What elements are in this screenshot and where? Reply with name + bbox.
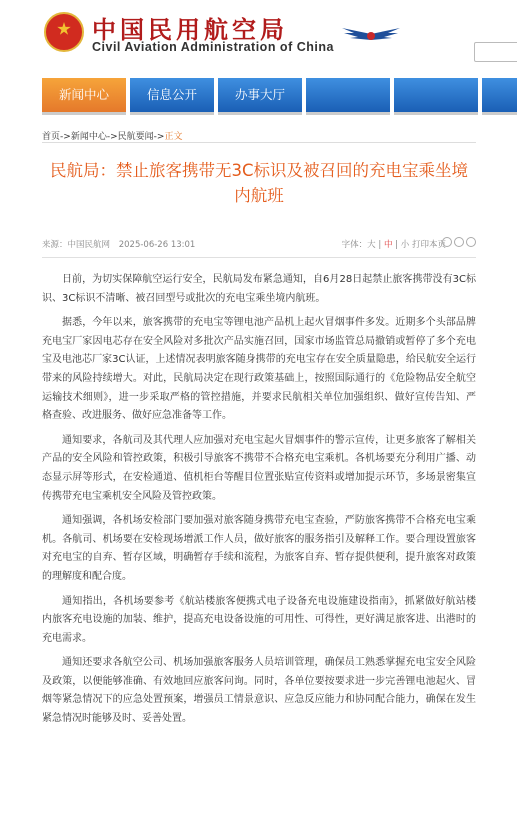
article-paragraph: 通知要求，各航司及其代理人应加强对充电宝起火冒烟事件的警示宣传，让更多旅客了解相关产品的安全风险和管控政策，积极引导旅客不携带不合格充电宝乘机。各机场要充分利用广播、动态显示屏等形式，在安检通道、值机柜台等醒目位置张贴宣传资料或增加提示环节，多场景密集宣传携带充电宝乘机安全风险及管控政策。 [42, 434, 476, 502]
font-small-link[interactable]: 小 [400, 240, 410, 250]
share-weibo-icon[interactable] [442, 237, 452, 247]
font-large-link[interactable]: 大 [367, 240, 376, 250]
divider [42, 257, 476, 258]
article-source: 来源：中国民航网 [42, 240, 111, 250]
breadcrumb-news-center[interactable]: 新闻中心 [70, 132, 107, 142]
article-title: 民航局：禁止旅客携带无3C标识及被召回的充电宝乘坐境内航班 [49, 161, 469, 205]
nav-item-6[interactable] [482, 78, 517, 115]
share-icons [440, 237, 476, 250]
breadcrumb-home[interactable]: 首页 [42, 132, 61, 142]
share-wechat-icon[interactable] [454, 237, 464, 247]
caac-wings-logo-icon [340, 24, 402, 46]
font-size-label: 字体： [341, 240, 368, 250]
article-date: 2025-06-26 13:01 [118, 240, 196, 250]
article-paragraph: 通知指出，各机场要参考《航站楼旅客便携式电子设备充电设施建设指南》，抓紧做好航站楼内旅客充电设施的加装、维护，提高充电设备设施的可用性、可得性，更好满足旅客进、出港时的充电需求。 [42, 595, 476, 644]
article-paragraph: 日前，为切实保障航空运行安全，民航局发布紧急通知，自6月28日起禁止旅客携带没有3C标识、3C标识不清晰、被召回型号或批次的充电宝乘坐境内航班。 [42, 274, 476, 304]
national-emblem-icon [44, 12, 84, 52]
site-name-en: Civil Aviation Administration of China [92, 40, 334, 54]
breadcrumb-important-news[interactable]: 民航要闻 [117, 132, 154, 142]
breadcrumb-current: 正文 [164, 132, 183, 142]
nav-item-news-center[interactable]: 新闻中心 [42, 78, 126, 115]
breadcrumb: 首页->新闻中心->民航要闻->正文 [42, 132, 183, 142]
font-medium-link[interactable]: 中 [383, 240, 393, 250]
article-meta [42, 238, 476, 250]
site-header [0, 0, 517, 72]
divider [42, 142, 476, 143]
article-paragraph: 据悉，今年以来，旅客携带的充电宝等锂电池产品机上起火冒烟事件多发。近期多个头部品牌充电宝厂家因电芯存在安全风险对多批次产品实施召回，国家市场监管总局撤销或暂停了多个充电宝及电池芯厂家3C认证，上述情况表明旅客随身携带的充电宝存在安全质量隐患，给民航安全运行带来的风险持续增大。对此，民航局决定在现行政策基础上，按照国际通行的《危险物品安全航空运输技术细则》，进一步采取严格的管控措施，并要求民航相关单位加强组织、做好宣传告知、严格查验、改进服务、做好应急准备等工作。 [42, 317, 476, 422]
article-paragraph: 通知强调，各机场安检部门要加强对旅客随身携带充电宝查验，严防旅客携带不合格充电宝乘机。各航司、机场要在安检现场增派工作人员，做好旅客的服务指引及解释工作。要合理设置旅客对充电宝的自弃、暂存区域，明确暂存手续和流程，为旅客自弃、暂存提供便利，提升旅客对政策的理解度和配合度。 [42, 515, 476, 582]
print-link[interactable]: 打印本页 [411, 240, 446, 250]
nav-item-5[interactable] [394, 78, 478, 115]
article-tools: 字体：大 | 中 | 小 打印本页 [341, 240, 446, 250]
share-qq-icon[interactable] [466, 237, 476, 247]
article-paragraph: 通知还要求各航空公司、机场加强旅客服务人员培训管理，确保员工熟悉掌握充电宝安全风险及政策，以便能够准确、有效地回应旅客问询。同时，各单位要按要求进一步完善锂电池起火、冒烟等紧急情况下的应急处置预案，增强员工情景意识、应急反应能力和协同配合能力，确保在发生紧急情况时能够及时、妥善处置。 [42, 657, 476, 725]
search-input[interactable] [474, 42, 517, 62]
nav-item-4[interactable] [306, 78, 390, 115]
nav-item-service-hall[interactable]: 办事大厅 [218, 78, 302, 115]
main-nav [0, 78, 517, 122]
nav-item-info-disclosure[interactable]: 信息公开 [130, 78, 214, 115]
site-name-cn[interactable]: 中国民用航空局 [92, 15, 288, 44]
article-body [42, 271, 476, 735]
